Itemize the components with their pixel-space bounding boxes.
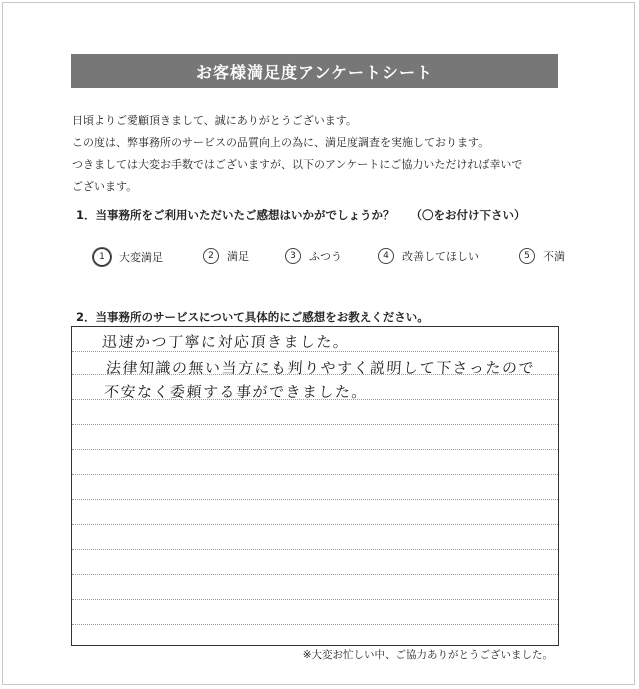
option-number: 5	[519, 248, 535, 264]
question-1	[76, 207, 596, 223]
intro-line: つきましては大変お手数ではございますが、以下のアンケートにご協力いただければ幸いで	[72, 158, 523, 171]
intro-line: ございます。	[72, 180, 138, 193]
question-1-text: 1．当事務所をご利用いただいたご感想はいかがでしょうか？	[76, 208, 395, 222]
intro-line: この度は、弊事務所のサービスの品質向上の為に、満足度調査を実施しております。	[72, 136, 490, 149]
ruled-line	[72, 499, 558, 500]
ruled-line	[72, 449, 558, 450]
ruled-line	[72, 599, 558, 600]
option-very-satisfied[interactable]	[93, 248, 163, 266]
option-label: 満足	[227, 250, 249, 263]
handwritten-line: 不安なく委頼する事ができました。	[103, 383, 369, 401]
option-number: 1	[93, 248, 111, 266]
ruled-line	[72, 524, 558, 525]
option-number: 3	[285, 248, 301, 264]
option-number: 2	[203, 248, 219, 264]
handwritten-line: 迅速かつ丁寧に対応頂きました。	[101, 333, 351, 351]
footer-note: ※大変お忙しい中、ご協力ありがとうございました。	[302, 649, 553, 661]
survey-title: お客様満足度アンケートシート	[71, 54, 558, 88]
ruled-line	[72, 549, 558, 550]
ruled-line	[72, 474, 558, 475]
option-label: 改善してほしい	[402, 250, 479, 263]
question-2-text: 2．当事務所のサービスについて具体的にご感想をお教えください。	[76, 310, 429, 324]
intro-text	[72, 110, 572, 198]
ruled-line	[72, 574, 558, 575]
ruled-line	[72, 424, 558, 425]
option-label: ふつう	[309, 250, 342, 263]
option-needs-improvement[interactable]	[378, 248, 479, 264]
intro-line: 日頃よりご愛顧頂きまして、誠にありがとうございます。	[72, 114, 357, 127]
option-dissatisfied[interactable]	[519, 248, 565, 264]
option-label: 大変満足	[119, 251, 163, 264]
ruled-line	[72, 624, 558, 625]
option-neutral[interactable]	[285, 248, 342, 264]
option-satisfied[interactable]	[203, 248, 249, 264]
question-1-note: （〇をお付け下さい）	[410, 208, 526, 222]
option-number: 4	[378, 248, 394, 264]
handwritten-line: 法律知識の無い当方にも判りやすく説明して下さったので	[105, 359, 536, 377]
option-label: 不満	[543, 250, 565, 263]
answer-box[interactable]	[71, 326, 559, 646]
